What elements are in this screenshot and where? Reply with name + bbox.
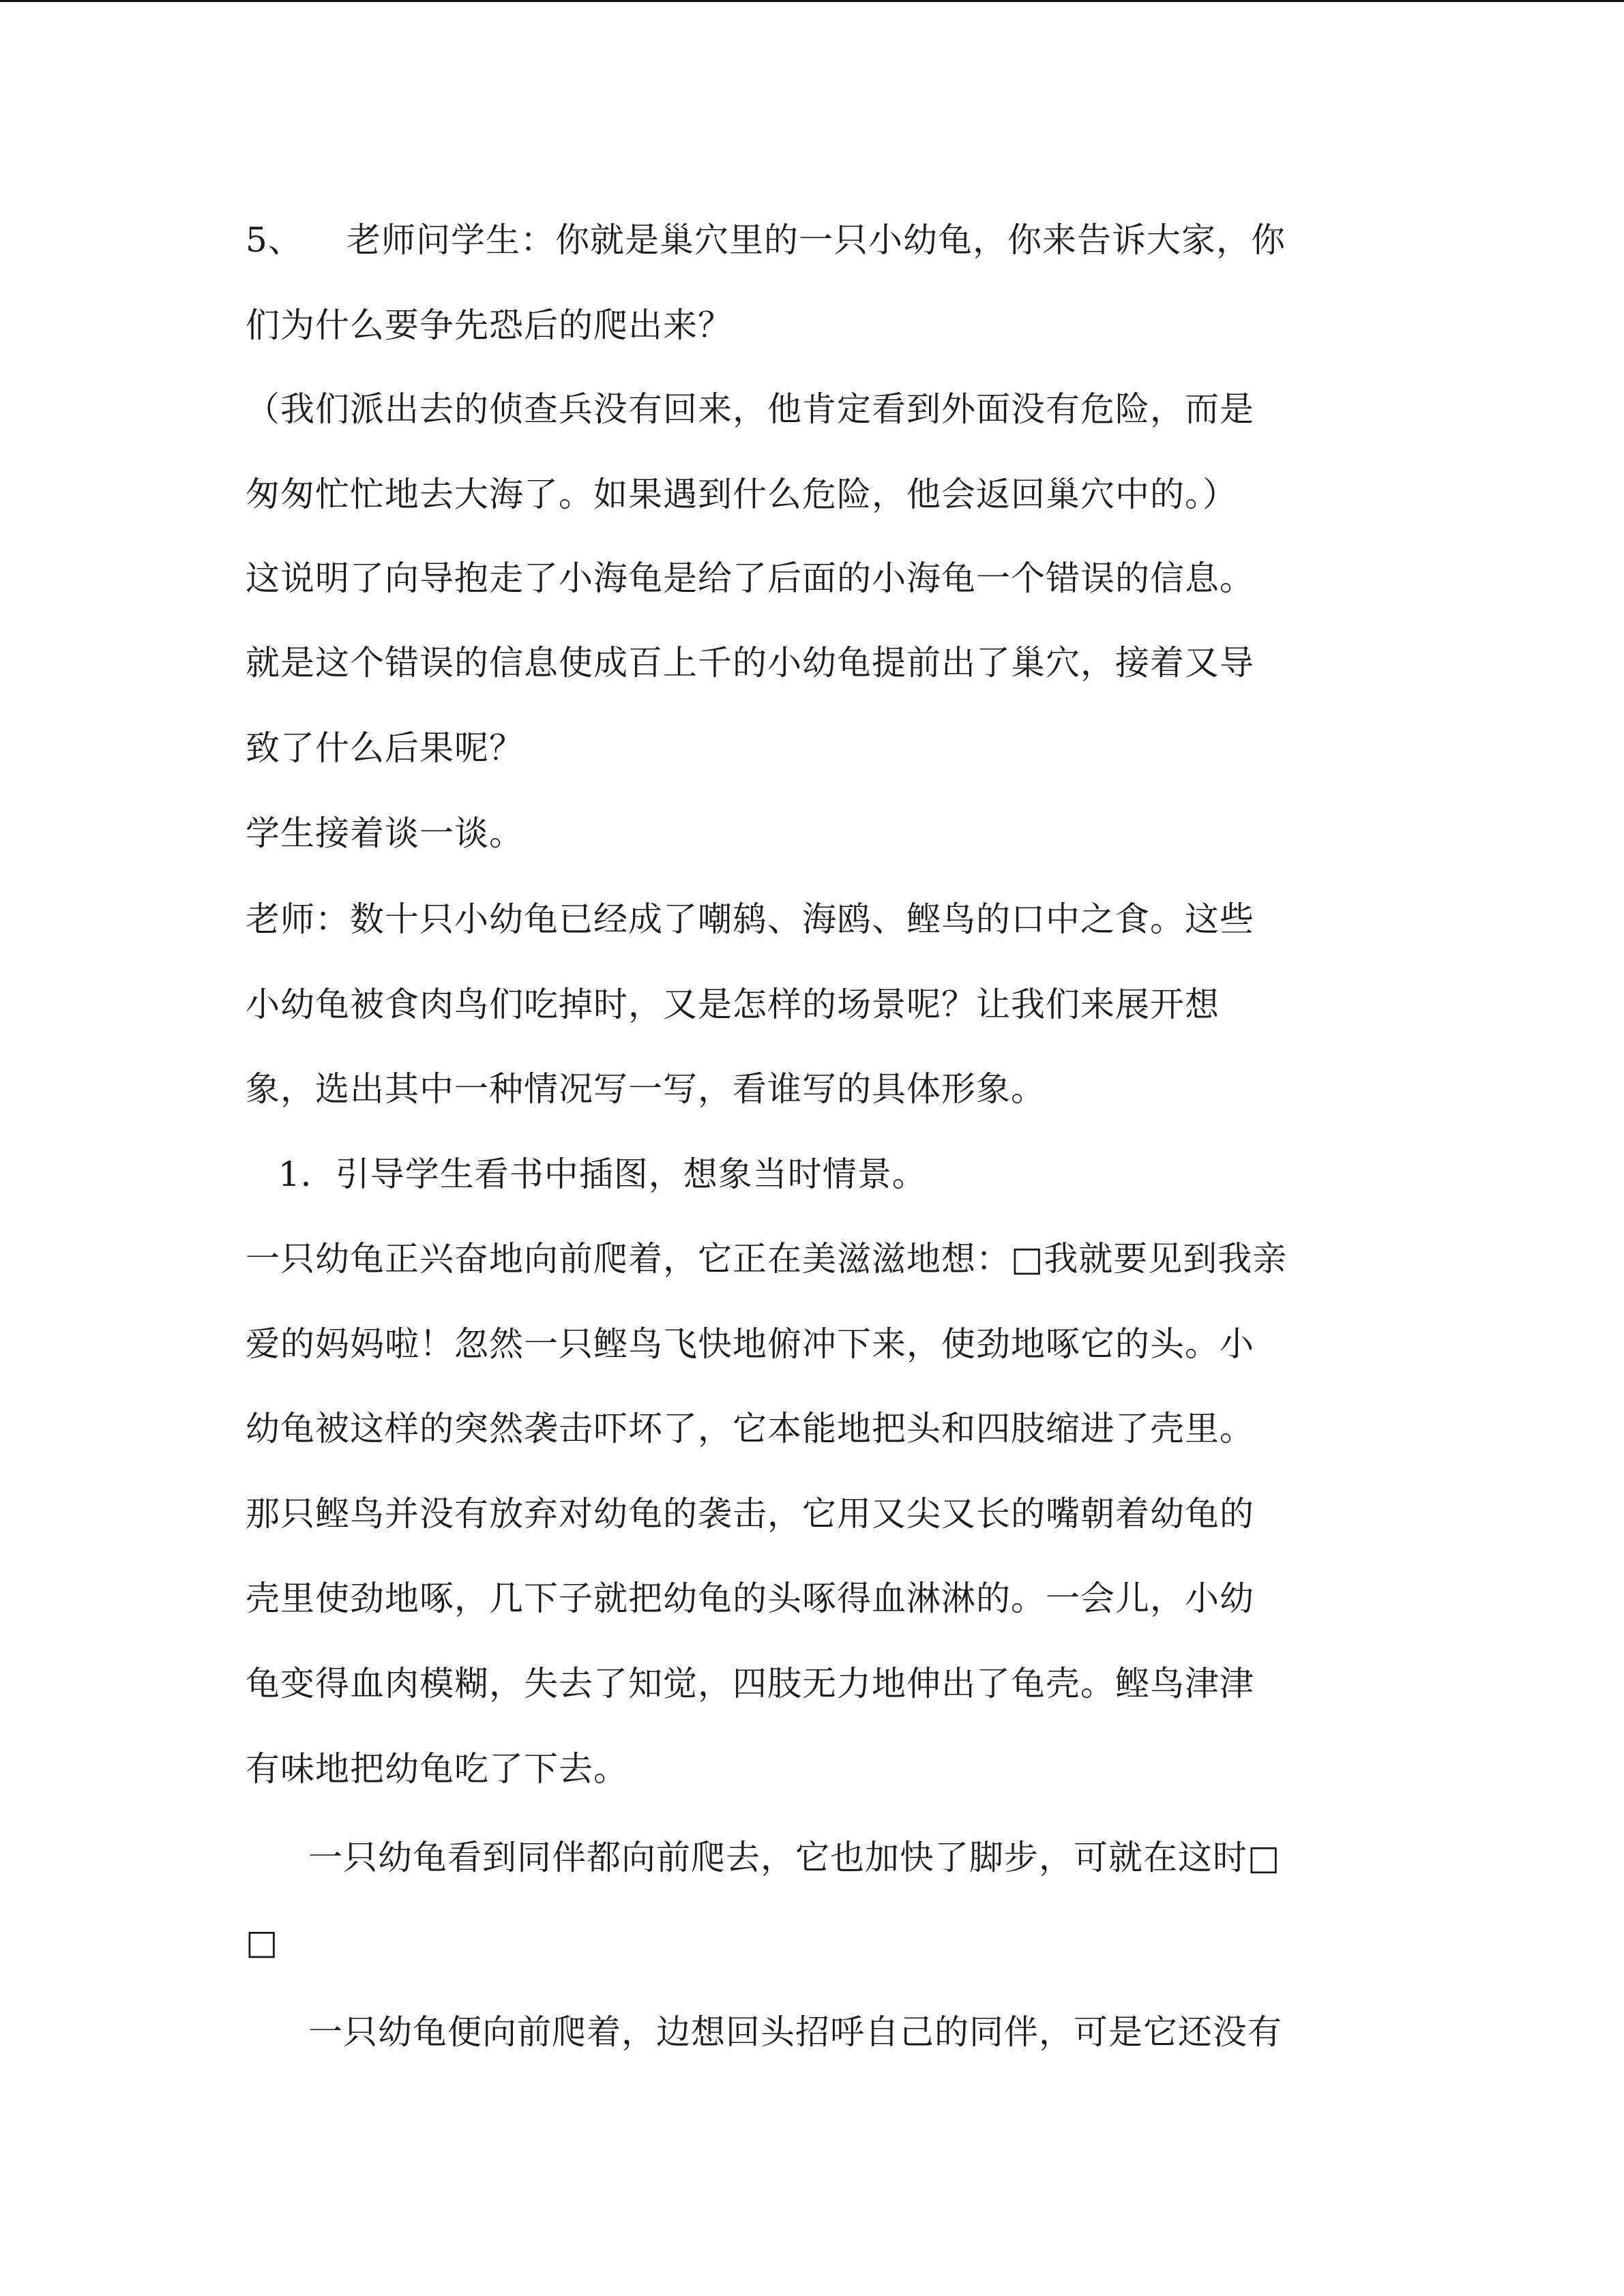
line-text: 老师问学生：你就是巢穴里的一只小幼龟，你来告诉大家，你 bbox=[346, 220, 1286, 260]
paragraph-line-16: 那只鲣鸟并没有放弃对幼龟的袭击，它用又尖又长的嘴朝着幼龟的 bbox=[246, 1494, 1254, 1534]
paragraph-line-9: 老师：数十只小幼龟已经成了嘲鸫、海鸥、鲣鸟的口中之食。这些 bbox=[246, 899, 1254, 939]
paragraph-line-18: 龟变得血肉模糊，失去了知觉，四肢无力地伸出了龟壳。鲣鸟津津 bbox=[246, 1664, 1254, 1703]
paragraph-line-21: □ bbox=[246, 1922, 279, 1962]
document-page bbox=[246, 0, 1391, 2296]
item-number-5: 5、 bbox=[246, 220, 303, 260]
paragraph-line-13: 一只幼龟正兴奋地向前爬着，它正在美滋滋地想：□我就要见到我亲 bbox=[246, 1239, 1288, 1279]
paragraph-line-1 bbox=[246, 220, 1286, 260]
paragraph-line-7: 致了什么后果呢？ bbox=[246, 728, 524, 768]
paragraph-line-17: 壳里使劲地啄，几下子就把幼龟的头啄得血淋淋的。一会儿，小幼 bbox=[246, 1579, 1254, 1618]
paragraph-line-5: 这说明了向导抱走了小海龟是给了后面的小海龟一个错误的信息。 bbox=[246, 558, 1254, 598]
paragraph-line-10: 小幼龟被食肉鸟们吃掉时，又是怎样的场景呢？让我们来展开想 bbox=[246, 985, 1220, 1024]
paragraph-line-14: 爱的妈妈啦！忽然一只鲣鸟飞快地俯冲下来，使劲地啄它的头。小 bbox=[246, 1324, 1254, 1364]
numbered-step-1: 1．引导学生看书中插图，想象当时情景。 bbox=[278, 1154, 927, 1194]
paragraph-line-19: 有味地把幼龟吃了下去。 bbox=[246, 1749, 628, 1789]
paragraph-line-11: 象，选出其中一种情况写一写，看谁写的具体形象。 bbox=[246, 1069, 1046, 1109]
paragraph-line-2: 们为什么要争先恐后的爬出来？ bbox=[246, 305, 733, 345]
paragraph-line-20: 一只幼龟看到同伴都向前爬去，它也加快了脚步，可就在这时□ bbox=[308, 1838, 1281, 1877]
paragraph-line-6: 就是这个错误的信息使成百上千的小幼龟提前出了巢穴，接着又导 bbox=[246, 643, 1254, 683]
paragraph-line-3: （我们派出去的侦查兵没有回来，他肯定看到外面没有危险，而是 bbox=[246, 389, 1254, 429]
paragraph-line-8: 学生接着谈一谈。 bbox=[246, 814, 524, 853]
paragraph-line-15: 幼龟被这样的突然袭击吓坏了，它本能地把头和四肢缩进了壳里。 bbox=[246, 1409, 1254, 1448]
paragraph-line-4: 匆匆忙忙地去大海了。如果遇到什么危险，他会返回巢穴中的。） bbox=[246, 475, 1237, 514]
paragraph-line-22: 一只幼龟便向前爬着，边想回头招呼自己的同伴，可是它还没有 bbox=[308, 2012, 1282, 2052]
